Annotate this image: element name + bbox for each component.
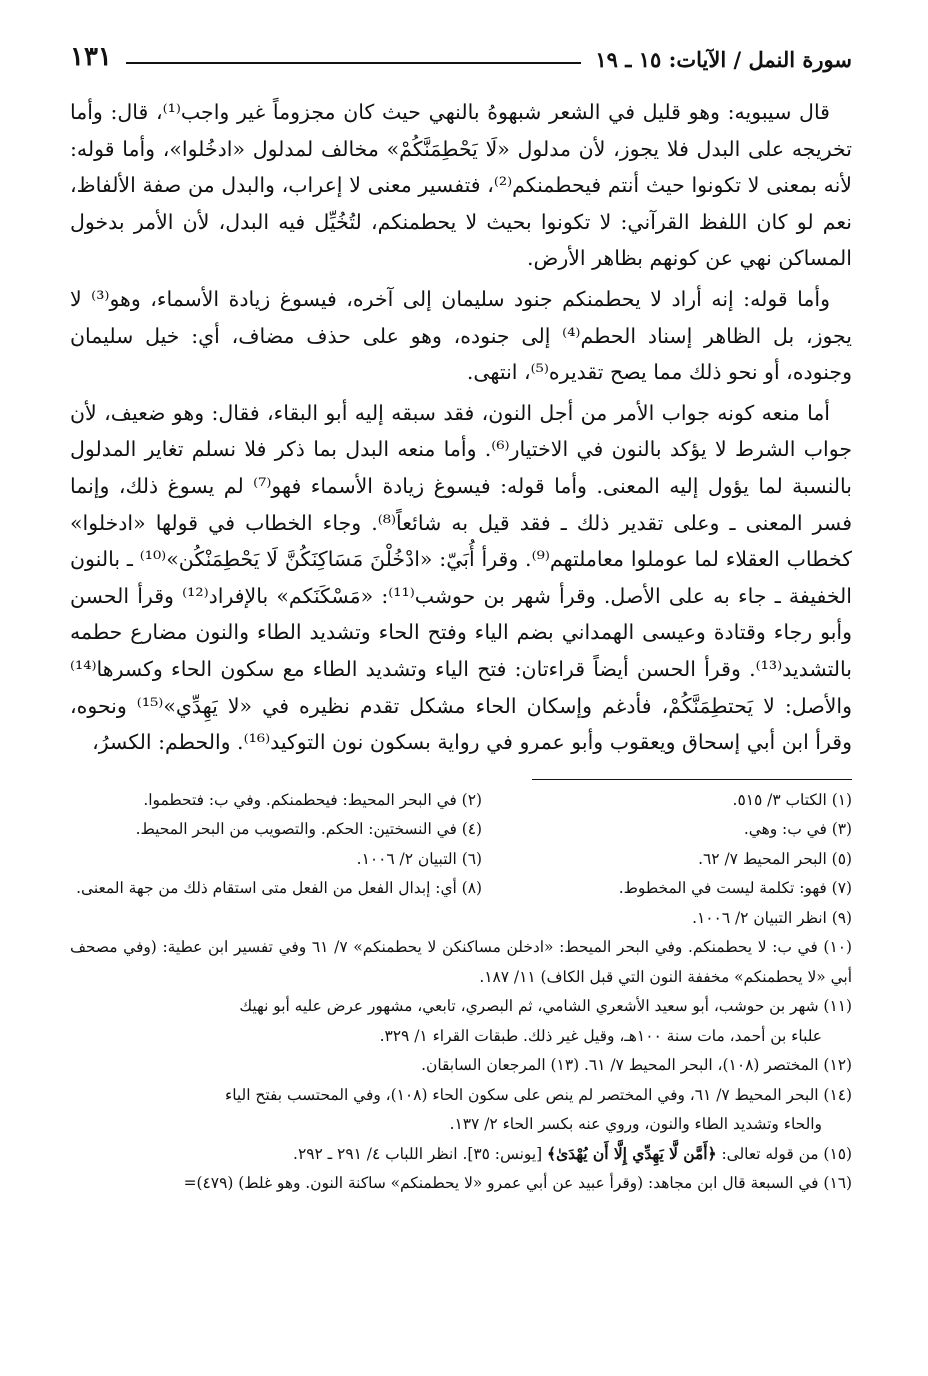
footnote-4: (٤) في النسختين: الحكم. والتصويب من البحر المحيط. [135, 820, 482, 839]
footnote-5: (٥) البحر المحيط ٧/ ٦٢. [698, 849, 852, 868]
footnote-2: (٢) في البحر المحيط: فيحطمنكم. وفي ب: فتحطموا. [143, 790, 482, 809]
footnote-row [70, 874, 852, 904]
paragraph-1: قال سيبويه: وهو قليل في الشعر شبهوهُ بالنهي حيث كان مجزوماً غير واجب⁽¹⁾، قال: وأما تخريجه على البدل فلا يجوز، لأن مدلول «لَا يَحْطِمَنَّكُمْ» مخالف لمدلول «ادخُلوا»، وأما قوله: لأنه بمعنى لا تكونوا حيث أنتم فيحطمنكم⁽²⁾، فتفسير معنى لا إعراب، والبدل من صفة الألفاظ، نعم لو كان اللفظ القرآني: لا تكونوا بحيث لا يحطمنكم، لتُخُيِّل فيه البدل، لأن الأمر بدخول المساكن نهي عن كونهم بظاهر الأرض. [70, 100, 852, 271]
footnote-9: (٩) انظر التبيان ٢/ ١٠٠٦. [692, 908, 852, 927]
footnote-6: (٦) التبيان ٢/ ١٠٠٦. [356, 849, 482, 868]
footnote-row [70, 815, 852, 845]
footnote-row [70, 845, 852, 875]
surah-title: سورة النمل / الآيات: ١٥ ـ ١٩ [595, 47, 852, 72]
header-rule [126, 62, 581, 64]
footnote-separator [532, 779, 852, 780]
paragraph-2: وأما قوله: إنه أراد لا يحطمنكم جنود سليمان إلى آخره، فيسوغ زيادة الأسماء، وهو⁽³⁾ لا يجوز، بل الظاهر إسناد الحطم⁽⁴⁾ إلى جنوده، وهو على حذف مضاف، أي: خيل سليمان وجنوده، أو نحو ذلك مما يصح تقديره⁽⁵⁾، انتهى. [70, 286, 852, 385]
footnote-11 [70, 992, 852, 1051]
footnote-12-13: (١٢) المختصر (١٠٨)، البحر المحيط ٧/ ٦١. (١٣) المرجعان السابقان. [421, 1056, 852, 1075]
footnote-11-line-1: (١١) شهر بن حوشب، أبو سعيد الأشعري الشامي، ثم البصري، تابعي، مشهور عرض عليه أبو نهيك [239, 997, 852, 1016]
footnote-10: (١٠) في ب: لا يحطمنكم. وفي البحر الميحط: «ادخلن مساكنكن لا يحطمنكم» ٧/ ٦١ وفي تفسير ابن عطية: (وفي مصحف أبي «لا يحطمنكم» مخففة النون التي قبل الكاف) ١١/ ١٨٧. [70, 938, 852, 986]
quran-verse: ﴿أَمَّن لَّا يَهِدِّي إِلَّا أَن يُهْدَىٰ﴾ [547, 1144, 717, 1163]
footnote-3: (٣) في ب: وهي. [743, 820, 852, 839]
footnote-15 [70, 1140, 852, 1170]
footnote-15-suffix: [يونس: ٣٥]. انظر اللباب ٤/ ٢٩١ ـ ٢٩٢. [293, 1144, 543, 1163]
footnote-15-prefix: (١٥) من قوله تعالى: [721, 1144, 852, 1163]
page-number: ١٣١ [70, 42, 112, 72]
footnote-11-line-2: علباء بن أحمد، مات سنة ١٠٠هـ، وقيل غير ذلك. طبقات القراء ١/ ٣٢٩. [379, 1026, 822, 1045]
footnote-16: (١٦) في السبعة قال ابن مجاهد: (وقرأ عبيد عن أبي عمرو «لا يحطمنكم» ساكنة النون. وهو غلط) (٤٧٩)= [183, 1174, 852, 1193]
footnote-14-line-2: والحاء وتشديد الطاء والنون، وروي عنه بكسر الحاء ٢/ ١٣٧. [449, 1115, 822, 1134]
footnote-7: (٧) فهو: تكلمة ليست في المخطوط. [618, 879, 852, 898]
footnote-row [70, 786, 852, 816]
footnotes [70, 786, 852, 1199]
main-text [70, 94, 852, 761]
footnote-14 [70, 1081, 852, 1140]
paragraph-3: أما منعه كونه جواب الأمر من أجل النون، فقد سبقه إليه أبو البقاء، فقال: وهو ضعيف، لأن جواب الشرط لا يؤكد بالنون في الاختيار⁽⁶⁾. وأما منعه البدل بما ذكر فلا نسلم تغاير المدلول بالنسبة لما يؤول إليه المعنى. وأما قوله: فيسوغ زيادة الأسماء فهو⁽⁷⁾ لم يسوغ ذلك، وإنما فسر المعنى ـ وعلى تقدير ذلك ـ فقد قيل به شائعاً⁽⁸⁾. وجاء الخطاب في قولها «ادخلوا» كخطاب العقلاء لما عوملوا معاملتهم⁽⁹⁾. وقرأ أُبَيّ: «ادْخُلْنَ مَسَاكِنَكُنَّ لَا يَحْطِمَنْكُن»⁽¹⁰⁾ ـ بالنون الخفيفة ـ جاء به على الأصل. وقرأ شهر بن حوشب⁽¹¹⁾: «مَسْكَنَكم» بالإفراد⁽¹²⁾ وقرأ الحسن وأبو رجاء وقتادة وعيسى الهمداني بضم الياء وفتح الحاء وتشديد الطاء والنون مضارع حطمه بالتشديد⁽¹³⁾. وقرأ الحسن أيضاً قراءتان: فتح الياء وتشديد الطاء مع سكون الحاء وكسرها⁽¹⁴⁾ والأصل: لا يَحتطِمَنَّكُمْ، فأدغم وإسكان الحاء مشكل تقدم نظيره في «لا يَهِدِّي»⁽¹⁵⁾ ونحوه، وقرأ ابن أبي إسحاق ويعقوب وأبو عمرو في رواية بسكون نون التوكيد⁽¹⁶⁾. والحطم: الكسرُ، [70, 400, 853, 755]
footnote-14-line-1: (١٤) البحر المحيط ٧/ ٦١، وفي المختصر لم ينص على سكون الحاء (١٠٨)، وفي المحتسب بفتح الياء [224, 1085, 852, 1104]
footnote-8: (٨) أي: إبدال الفعل من الفعل متى استقام ذلك من جهة المعنى. [76, 879, 482, 898]
footnote-1: (١) الكتاب ٣/ ٥١٥. [732, 790, 852, 809]
running-header [70, 32, 852, 72]
